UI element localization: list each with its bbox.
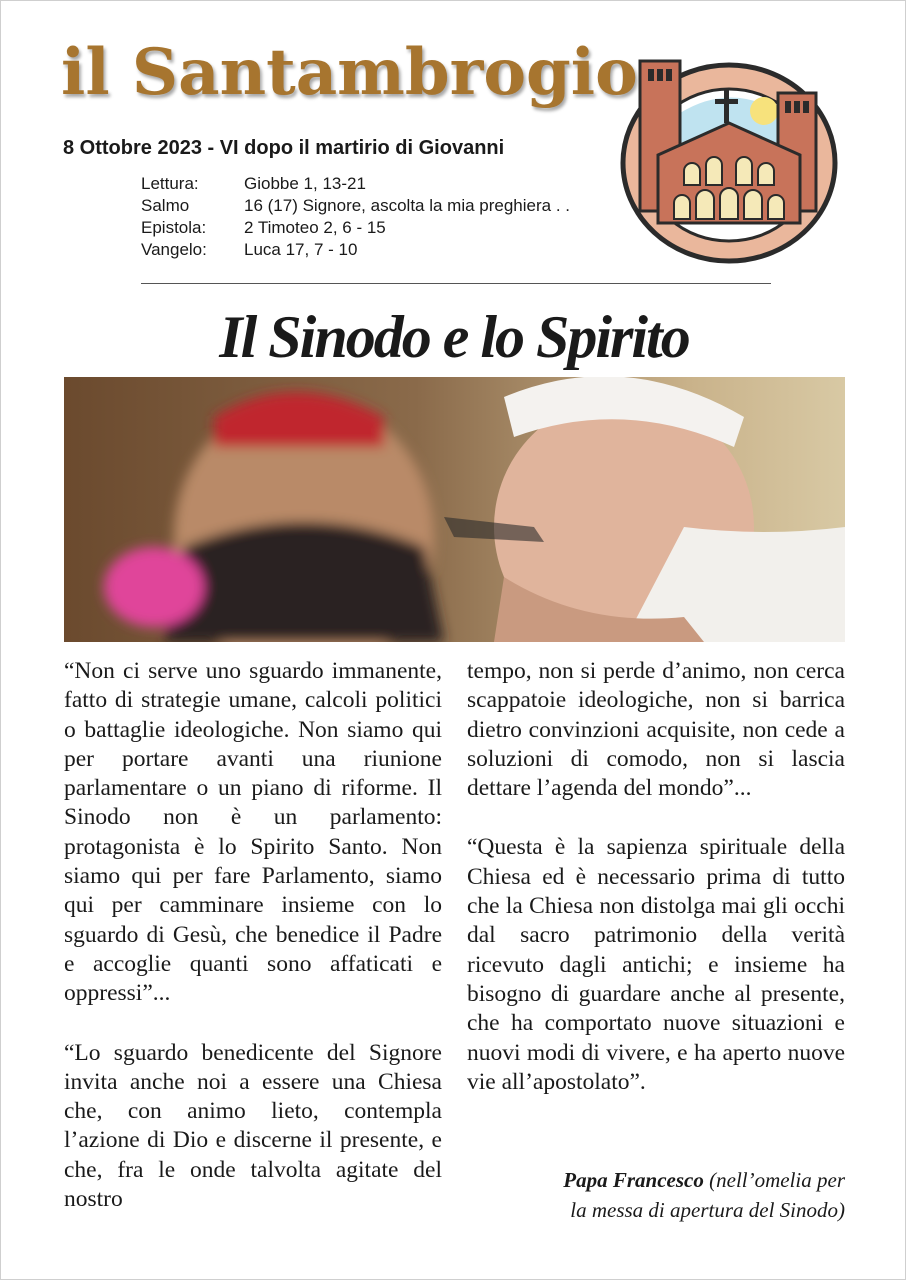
article-paragraph-1: “Non ci serve uno sguardo immanente, fatto di strategie umane, calcoli politici o battaglie ideologiche. Non siamo qui per portare avanti una riunione parlamentare o un piano di riforme. Il Sinodo non è un parlamento: protagonista è lo Spirito Santo. Non siamo qui per fare Parlamento, siamo qui per camminare insieme con lo sguardo di Gesù, che benedice il Padre e accoglie quanti sono affaticati e oppressi”...	[64, 658, 442, 1007]
reading-label: Vangelo:	[141, 240, 207, 259]
reading-text: 2 Timoteo 2, 6 - 15	[244, 218, 386, 237]
article-column-right	[467, 657, 845, 1097]
reading-label: Salmo	[141, 196, 190, 215]
article-column-left	[64, 657, 442, 1214]
issue-date-line: 8 Ottobre 2023 - VI dopo il martirio di Giovanni	[63, 137, 505, 159]
basilica-logo-icon	[618, 53, 840, 265]
article-paragraph-2-end: tempo, non si perde d’animo, non cerca scappatoie ideologiche, non si barrica dietro convinzioni acquisite, non cede a soluzioni di comodo, non si lascia dettare l’agenda del mondo”...	[467, 658, 845, 802]
header-divider	[141, 283, 771, 284]
signature-note-line2: la messa di apertura del Sinodo)	[570, 1198, 845, 1222]
reading-row-vangelo	[141, 239, 570, 261]
reading-text: Giobbe 1, 13-21	[244, 174, 366, 193]
headline: Il Sinodo e lo Spirito	[219, 304, 689, 370]
reading-row-salmo	[141, 195, 570, 217]
reading-text: Luca 17, 7 - 10	[244, 240, 358, 259]
reading-label: Epistola:	[141, 218, 207, 237]
article-paragraph-2-start: “Lo sguardo benedicente del Signore invita anche noi a essere una Chiesa che, con animo lieto, contempla l’azione di Dio e discerne il presente, e che, fra le onde talvolta agitate del nostro	[64, 1039, 442, 1213]
signature	[467, 1165, 845, 1225]
reading-text: 16 (17) Signore, ascolta la mia preghiera . .	[244, 196, 571, 215]
reading-row-lettura	[141, 173, 570, 195]
article-paragraph-3: “Questa è la sapienza spirituale della Chiesa ed è necessario prima di tutto che la Chiesa non distolga mai gli occhi dal sacro patrimonio della verità ricevuto dagli antichi; e insieme ha bisogno di guardare anche al presente, che ha comportato nuove situazioni e nuovi modi di vivere, e ha aperto nuove vie all’apostolato”.	[467, 834, 845, 1095]
readings-list	[141, 173, 570, 261]
reading-label: Lettura:	[141, 174, 199, 193]
reading-row-epistola	[141, 217, 570, 239]
signature-note-line1: (nell’omelia per	[703, 1168, 845, 1192]
masthead-title: il Santambrogio	[61, 35, 638, 110]
signature-author: Papa Francesco	[563, 1168, 704, 1192]
photo-pope-and-cardinal	[64, 377, 845, 642]
